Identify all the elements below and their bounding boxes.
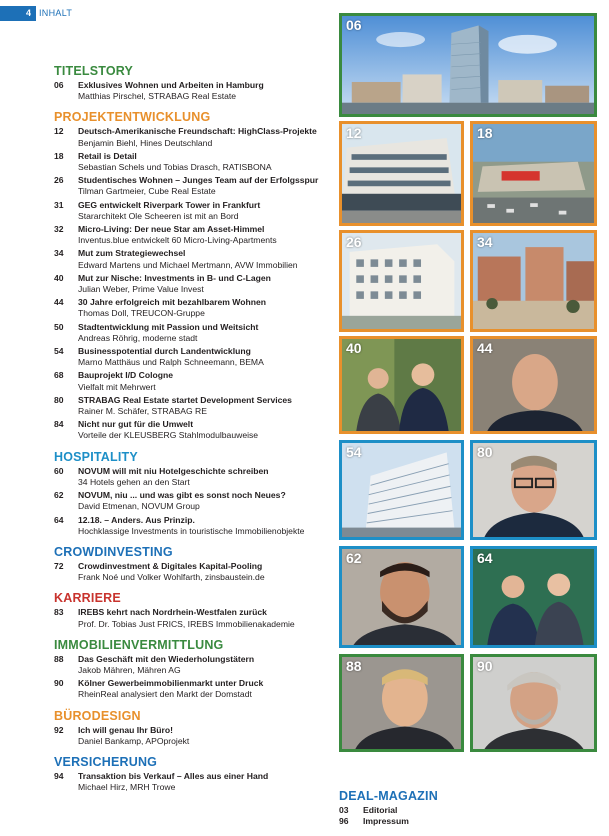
toc-entry[interactable] [54, 370, 344, 392]
section-title: VERSICHERUNG [54, 754, 158, 769]
entry-page-number: 68 [54, 370, 64, 381]
entry-page-number: 32 [54, 224, 64, 235]
toc-entry[interactable] [54, 126, 344, 148]
entry-title: Exklusives Wohnen und Arbeiten in Hamburg [78, 80, 264, 90]
photo-26[interactable] [339, 230, 464, 332]
section-title: TITELSTORY [54, 64, 134, 78]
photo-page-label: 40 [346, 340, 362, 356]
toc-entry[interactable] [339, 805, 589, 816]
entry-page-number: 64 [54, 514, 64, 525]
entry-page-number: 92 [54, 724, 64, 735]
entry-subtitle: Prof. Dr. Tobias Just FRICS, IREBS Immobilienakademie [78, 618, 295, 629]
entry-page-number: 90 [54, 678, 64, 689]
entry-page-number: 40 [54, 272, 64, 283]
section-title: KARRIERE [54, 591, 121, 606]
photo-06[interactable] [339, 13, 597, 117]
photo-page-label: 88 [346, 658, 362, 674]
photo-80[interactable] [470, 440, 597, 540]
entry-title: Das Geschäft mit den Wiederholungstätern [78, 653, 255, 664]
photo-page-label: 90 [477, 658, 493, 674]
toc-entry[interactable] [54, 678, 344, 700]
entry-subtitle: 34 Hotels gehen an den Start [78, 476, 190, 487]
entry-page-number: 50 [54, 321, 64, 332]
toc-entry[interactable] [54, 80, 344, 102]
entry-title: 30 Jahre erfolgreich mit bezahlbarem Wohnen [78, 297, 267, 308]
entry-page-number: 60 [54, 465, 64, 476]
entry-subtitle: Stararchitekt Ole Scheeren ist mit an Bord [78, 210, 239, 221]
photo-page-label: 12 [346, 125, 362, 141]
entry-page-number: 96 [339, 816, 349, 827]
photo-62[interactable] [339, 546, 464, 648]
entry-page-number: 80 [54, 394, 64, 405]
toc-entry[interactable] [54, 466, 344, 488]
section-deal-magazin [339, 789, 589, 827]
toc-entry[interactable] [54, 151, 344, 173]
photo-page-label: 26 [346, 234, 362, 250]
photo-40[interactable] [339, 336, 464, 434]
section-immobilienvermittlung [54, 638, 344, 701]
section-titelstory [54, 64, 344, 102]
entry-title: GEG entwickelt Riverpark Tower in Frankfurt [78, 199, 261, 210]
entry-title: IREBS kehrt nach Nordrhein-Westfalen zurück [78, 607, 267, 618]
entry-subtitle: Matthias Pirschel, STRABAG Real Estate [78, 91, 237, 102]
entry-title: Studentisches Wohnen – Junges Team auf der Erfolgsspur [78, 175, 319, 186]
entry-title: Impressum [363, 816, 409, 827]
entry-subtitle: Julian Weber, Prime Value Invest [78, 284, 204, 295]
toc-entry[interactable] [54, 654, 344, 676]
entry-subtitle: RheinReal analysiert den Markt der Domstadt [78, 689, 252, 700]
photo-88[interactable] [339, 654, 464, 752]
entry-page-number: 84 [54, 419, 64, 430]
entry-page-number: 06 [54, 80, 64, 90]
toc-entry[interactable] [54, 725, 344, 747]
entry-subtitle: Vielfalt mit Mehrwert [78, 381, 156, 392]
toc-entry[interactable] [54, 224, 344, 246]
photo-page-label: 18 [477, 125, 493, 141]
entry-page-number: 03 [339, 805, 349, 815]
section-versicherung [54, 755, 344, 793]
entry-subtitle: Marno Matthäus und Ralph Schneemann, BEMA [78, 357, 264, 368]
photo-18[interactable] [470, 121, 597, 226]
entry-subtitle: David Etmenan, NOVUM Group [78, 501, 200, 512]
entry-subtitle: Sebastian Schels und Tobias Drasch, RATISBONA [78, 162, 272, 173]
photo-page-label: 34 [477, 234, 493, 250]
photo-64[interactable] [470, 546, 597, 648]
entry-page-number: 18 [54, 150, 64, 161]
toc-entry[interactable] [54, 248, 344, 270]
entry-subtitle: Tilman Gartmeier, Cube Real Estate [78, 186, 216, 197]
section-karriere [54, 591, 344, 629]
entry-page-number: 94 [54, 770, 64, 781]
photo-page-label: 44 [477, 340, 493, 356]
toc-entry[interactable] [54, 322, 344, 344]
toc-entry[interactable] [54, 273, 344, 295]
section-crowdinvesting [54, 545, 344, 583]
toc-entry[interactable] [54, 395, 344, 417]
entry-title: Micro-Living: Der neue Star am Asset-Himmel [78, 224, 265, 235]
entry-page-number: 31 [54, 199, 64, 210]
entry-title: Deutsch-Amerikanische Freundschaft: HighClass-Projekte [78, 126, 317, 137]
toc-entry[interactable] [54, 561, 344, 583]
entry-subtitle: Thomas Doll, TREUCON-Gruppe [78, 308, 205, 319]
entry-subtitle: Hochklassige Investments in touristische Immobilienobjekte [78, 525, 305, 536]
entry-page-number: 34 [54, 248, 64, 259]
entry-title: Crowdinvestment & Digitales Kapital-Pooling [78, 560, 263, 571]
entry-subtitle: Daniel Bankamp, APOprojekt [78, 735, 190, 746]
section-projektentwicklung [54, 110, 344, 441]
photo-54[interactable] [339, 440, 464, 540]
page-number: 4 [0, 6, 36, 21]
entry-title: Nicht nur gut für die Umwelt [78, 419, 194, 430]
entry-page-number: 54 [54, 346, 64, 357]
photo-page-label: 64 [477, 550, 493, 566]
photo-page-label: 80 [477, 444, 493, 460]
entry-title: Stadtentwicklung mit Passion und Weitsicht [78, 321, 259, 332]
entry-title: NOVUM, niu ... und was gibt es sonst noch Neues? [78, 490, 286, 501]
entry-title: Ich will genau Ihr Büro! [78, 724, 174, 735]
entry-page-number: 88 [54, 653, 64, 664]
entry-subtitle: Inventus.blue entwickelt 60 Micro-Living-Apartments [78, 235, 277, 246]
photo-page-label: 06 [346, 17, 362, 33]
entry-title: Bauprojekt I/D Cologne [78, 370, 174, 381]
entry-subtitle: Michael Hirz, MRH Trowe [78, 782, 176, 793]
photo-page-label: 62 [346, 550, 362, 566]
hamburg-tower-skyline-image [342, 16, 594, 114]
toc-entry[interactable] [54, 490, 344, 512]
toc-entry[interactable] [54, 175, 344, 197]
photo-12[interactable] [339, 121, 464, 226]
table-of-contents [54, 64, 344, 801]
page-label: INHALT [39, 8, 73, 18]
entry-page-number: 12 [54, 126, 64, 137]
toc-entry[interactable] [54, 419, 344, 441]
entry-title: Editorial [363, 805, 398, 815]
entry-title: Transaktion bis Verkauf – Alles aus einer Hand [78, 770, 269, 781]
entry-subtitle: Jakob Mähren, Mähren AG [78, 664, 181, 675]
entry-subtitle: Edward Martens und Michael Mertmann, AVW Immobilien [78, 259, 298, 270]
entry-subtitle: Rainer M. Schäfer, STRABAG RE [78, 406, 207, 417]
entry-subtitle: Vorteile der KLEUSBERG Stahlmodulbauweise [78, 430, 259, 441]
photo-page-label: 54 [346, 444, 362, 460]
toc-entry[interactable] [54, 515, 344, 537]
entry-page-number: 44 [54, 297, 64, 308]
entry-title: Mut zum Strategiewechsel [78, 248, 186, 259]
section-title: DEAL-MAGAZIN [339, 789, 438, 803]
photo-90[interactable] [470, 654, 597, 752]
entry-title: NOVUM will mit niu Hotelgeschichte schreiben [78, 465, 269, 476]
entry-subtitle: Frank Noé und Volker Wohlfarth, zinsbaustein.de [78, 572, 265, 583]
toc-entry[interactable] [54, 771, 344, 793]
toc-entry[interactable] [54, 607, 344, 629]
section-title: PROJEKTENTWICKLUNG [54, 110, 211, 125]
toc-entry[interactable] [54, 346, 344, 368]
section-title: CROWDINVESTING [54, 544, 173, 559]
entry-title: Businesspotential durch Landentwicklung [78, 346, 251, 357]
section-title: IMMOBILIENVERMITTLUNG [54, 637, 224, 652]
photo-44[interactable] [470, 336, 597, 434]
toc-entry[interactable] [339, 816, 589, 827]
entry-title: 12.18. – Anders. Aus Prinzip. [78, 514, 195, 525]
entry-page-number: 62 [54, 490, 64, 501]
photo-34[interactable] [470, 230, 597, 332]
entry-title: Mut zur Nische: Investments in B- und C-Lagen [78, 272, 271, 283]
entry-title: Retail is Detail [78, 150, 137, 161]
section-title: BÜRODESIGN [54, 708, 141, 723]
section-title: HOSPITALITY [54, 449, 138, 464]
entry-title: STRABAG Real Estate startet Development Services [78, 394, 292, 405]
toc-entry[interactable] [54, 200, 344, 222]
entry-page-number: 72 [54, 560, 64, 571]
section-buerodesign [54, 709, 344, 747]
toc-entry[interactable] [54, 297, 344, 319]
entry-title: Kölner Gewerbeimmobilienmarkt unter Druck [78, 678, 264, 689]
section-hospitality [54, 450, 344, 537]
entry-page-number: 83 [54, 607, 64, 618]
entry-subtitle: Andreas Röhrig, moderne stadt [78, 332, 198, 343]
entry-page-number: 26 [54, 175, 64, 186]
entry-subtitle: Benjamin Biehl, Hines Deutschland [78, 137, 213, 148]
